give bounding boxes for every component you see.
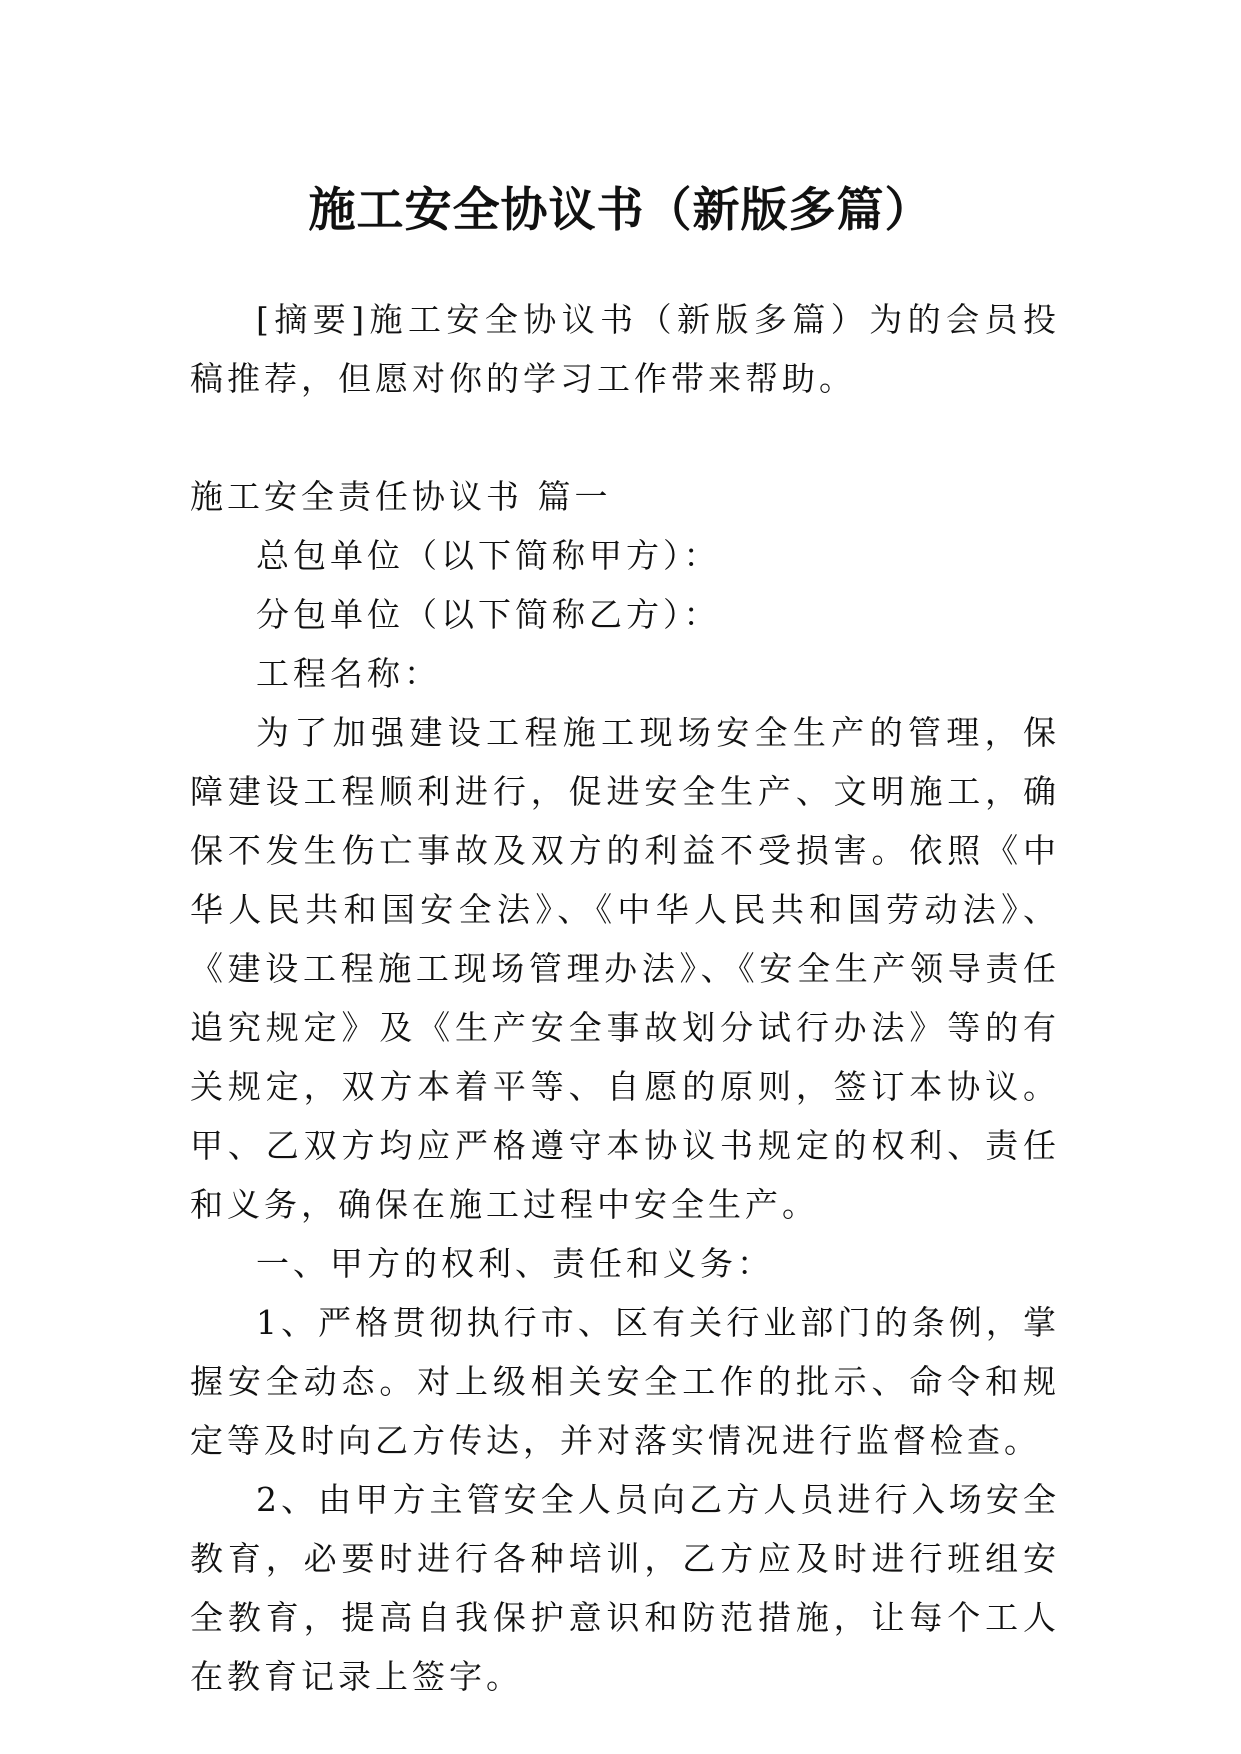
document-body bbox=[190, 290, 1060, 1706]
clause-paragraph: 2、由甲方主管安全人员向乙方人员进行入场安全教育，必要时进行各种培训，乙方应及时进行班组安全教育，提高自我保护意识和防范措施，让每个工人在教育记录上签字。 bbox=[190, 1480, 1060, 1696]
clause-paragraph: 1、严格贯彻执行市、区有关行业部门的条例，掌握安全动态。对上级相关安全工作的批示、命令和规定等及时向乙方传达，并对落实情况进行监督检查。 bbox=[190, 1303, 1060, 1460]
section-heading: 施工安全责任协议书 篇一 bbox=[190, 477, 612, 516]
document-title: 施工安全协议书（新版多篇） bbox=[308, 183, 933, 239]
body-paragraph: 为了加强建设工程施工现场安全生产的管理，保障建设工程顺利进行，促进安全生产、文明施工，确保不发生伤亡事故及双方的利益不受损害。依照《中华人民共和国安全法》、《中华人民共和国劳动法》、《建设工程施工现场管理办法》、《安全生产领导责任追究规定》及《生产安全事故划分试行办法》等的有关规定，双方本着平等、自愿的原则，签订本协议。甲、乙双方均应严格遵守本协议书规定的权利、责任和义务，确保在施工过程中安全生产。 bbox=[190, 713, 1060, 1224]
field-general-contractor: 总包单位（以下简称甲方）： bbox=[256, 536, 721, 575]
section-subheading: 一、甲方的权利、责任和义务： bbox=[256, 1244, 774, 1283]
summary-paragraph: [摘要]施工安全协议书（新版多篇）为的会员投稿推荐，但愿对你的学习工作带来帮助。 bbox=[190, 300, 1060, 398]
field-subcontractor: 分包单位（以下简称乙方）： bbox=[256, 595, 721, 634]
field-project-name: 工程名称： bbox=[256, 654, 441, 693]
